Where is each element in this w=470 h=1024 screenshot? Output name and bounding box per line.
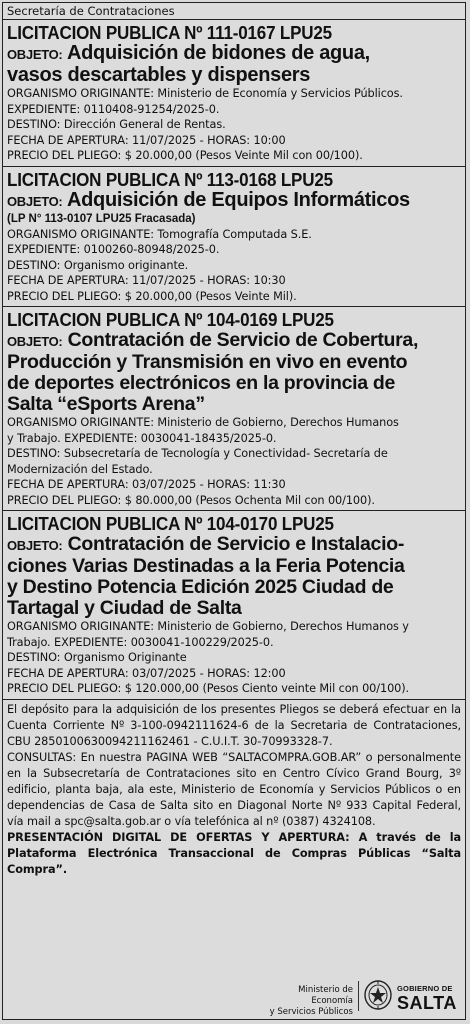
licitacion-title: LICITACION PUBLICA Nº 104-0170 LPU25 xyxy=(7,513,334,534)
salta-label: SALTA xyxy=(397,993,457,1013)
detail-line: FECHA DE APERTURA: 03/07/2025 - HORAS: 11:30 xyxy=(7,478,286,491)
ministerio-line: Ministerio de Economía xyxy=(298,985,353,1006)
province-seal-icon xyxy=(363,979,393,1011)
detail-line: DESTINO: Organismo Originante xyxy=(7,651,187,664)
notice-page xyxy=(2,2,466,1020)
page-header: Secretaría de Contrataciones xyxy=(3,3,465,20)
ministerio-line: y Servicios Públicos xyxy=(269,1007,353,1017)
detail-line: ORGANISMO ORIGINANTE: Ministerio de Gobierno, Derechos Humanos xyxy=(7,416,399,429)
licitacion-block-3 xyxy=(3,307,465,511)
detail-line: DESTINO: Subsecretaría de Tecnología y Conectividad- Secretaría de xyxy=(7,447,388,460)
objeto-label: OBJETO: xyxy=(7,334,63,349)
detail-line: y Trabajo. EXPEDIENTE: 0030041-18435/2025-0. xyxy=(7,431,277,445)
licitacion-block-1 xyxy=(3,20,465,167)
licitacion-title: LICITACION PUBLICA Nº 113-0168 LPU25 xyxy=(7,168,333,190)
detail-line: PRECIO DEL PLIEGO: $ 120.000,00 (Pesos Ciento veinte Mil con 00/100). xyxy=(7,682,410,695)
objeto-text-line: Tartagal y Ciudad de Salta xyxy=(7,597,242,619)
detail-line: Trabajo. EXPEDIENTE: 0030041-100229/2025-0. xyxy=(7,635,274,649)
detail-line: EXPEDIENTE: 0110408-91254/2025-0. xyxy=(7,102,220,116)
objeto-text-line: y Destino Potencia Edición 2025 Ciudad de xyxy=(7,576,394,598)
licitacion-objeto xyxy=(7,190,461,212)
ministerio-label xyxy=(263,985,353,1018)
licitacion-block-4 xyxy=(3,511,465,700)
gobierno-label: GOBIERNO DE xyxy=(397,984,453,993)
objeto-text-line: Contratación de Servicio e Instalacio- xyxy=(67,533,405,555)
objeto-label: OBJETO: xyxy=(7,538,63,553)
licitacion-objeto xyxy=(7,534,461,619)
detail-line: ORGANISMO ORIGINANTE: Tomografía Computada S.E. xyxy=(7,227,312,241)
presentacion-paragraph: PRESENTACIÓN DIGITAL DE OFERTAS Y APERTURA: A través de la Plataforma Electrónica Transaccional de Compras Públicas “Salta Compra”. xyxy=(7,830,461,876)
detail-line: FECHA DE APERTURA: 11/07/2025 - HORAS: 10:30 xyxy=(7,274,286,287)
objeto-label: OBJETO: xyxy=(7,193,63,209)
objeto-text-line: vasos descartables y dispensers xyxy=(7,64,311,86)
objeto-text-line: de deportes electrónicos en la provincia de xyxy=(7,372,396,394)
detail-line: Modernización del Estado. xyxy=(7,462,153,476)
detail-line: PRECIO DEL PLIEGO: $ 20.000,00 (Pesos Veinte Mil). xyxy=(7,289,297,303)
objeto-text-line: Adquisición de bidones de agua, xyxy=(66,42,370,64)
objeto-text-line: Contratación de Servicio de Cobertura, xyxy=(67,329,419,351)
detail-line: PRECIO DEL PLIEGO: $ 80.000,00 (Pesos Ochenta Mil con 00/100). xyxy=(7,493,375,507)
licitacion-objeto xyxy=(7,330,461,415)
detail-line: FECHA DE APERTURA: 03/07/2025 - HORAS: 12:00 xyxy=(7,666,286,680)
detail-line: ORGANISMO ORIGINANTE: Ministerio de Gobierno, Derechos Humanos y xyxy=(7,620,409,633)
licitacion-title: LICITACION PUBLICA Nº 104-0169 LPU25 xyxy=(7,309,334,330)
objeto-text-line: ciones Varias Destinadas a la Feria Potencia xyxy=(7,555,405,577)
government-logo xyxy=(263,975,459,1015)
detail-line: ORGANISMO ORIGINANTE: Ministerio de Economía y Servicios Públicos. xyxy=(7,87,403,100)
licitacion-title: LICITACION PUBLICA Nº 111-0167 LPU25 xyxy=(7,22,332,43)
detail-line: EXPEDIENTE: 0100260-80948/2025-0. xyxy=(7,243,220,256)
detail-line: PRECIO DEL PLIEGO: $ 20.000,00 (Pesos Veinte Mil con 00/100). xyxy=(7,149,363,162)
licitacion-block-2 xyxy=(3,167,465,308)
detail-line: DESTINO: Dirección General de Rentas. xyxy=(7,118,226,131)
consultas-paragraph: CONSULTAS: En nuestra PAGINA WEB “SALTACOMPRA.GOB.AR” o personalmente en la Subsecretaría de Contrataciones sito en Centro Cívico Grand Bourg, 3º edificio, planta baja, ala este, Ministerio de Economía y Servicios Públicos o en dependencias de Casa de Salta sito en Diagonal Norte Nº 933 Capital Federal, vía mail a spc@salta.gob.ar o vía telefónica al nº (0387) 4324108. xyxy=(7,750,461,828)
footer-info xyxy=(3,700,465,880)
objeto-text-line: Salta “eSports Arena” xyxy=(7,393,205,415)
objeto-label: OBJETO: xyxy=(7,47,63,62)
licitacion-objeto xyxy=(7,43,461,86)
objeto-text-line: Adquisición de Equipos Informáticos xyxy=(66,188,410,211)
deposito-paragraph: El depósito para la adquisición de los presentes Pliegos se deberá efectuar en la Cuenta Corriente Nº 3-100-0942111624-6 de la Secretaria de Contrataciones, CBU 2850100630094211162461 - C.U.I.T. 30-70993328-7. xyxy=(7,702,461,748)
detail-line: FECHA DE APERTURA: 11/07/2025 - HORAS: 10:00 xyxy=(7,133,286,147)
logo-divider xyxy=(358,981,359,1011)
objeto-text-line: Producción y Transmisión en vivo en evento xyxy=(7,351,408,373)
detail-line: DESTINO: Organismo originante. xyxy=(7,258,189,272)
licitacion-note: (LP N° 113-0107 LPU25 Fracasada) xyxy=(7,212,196,225)
